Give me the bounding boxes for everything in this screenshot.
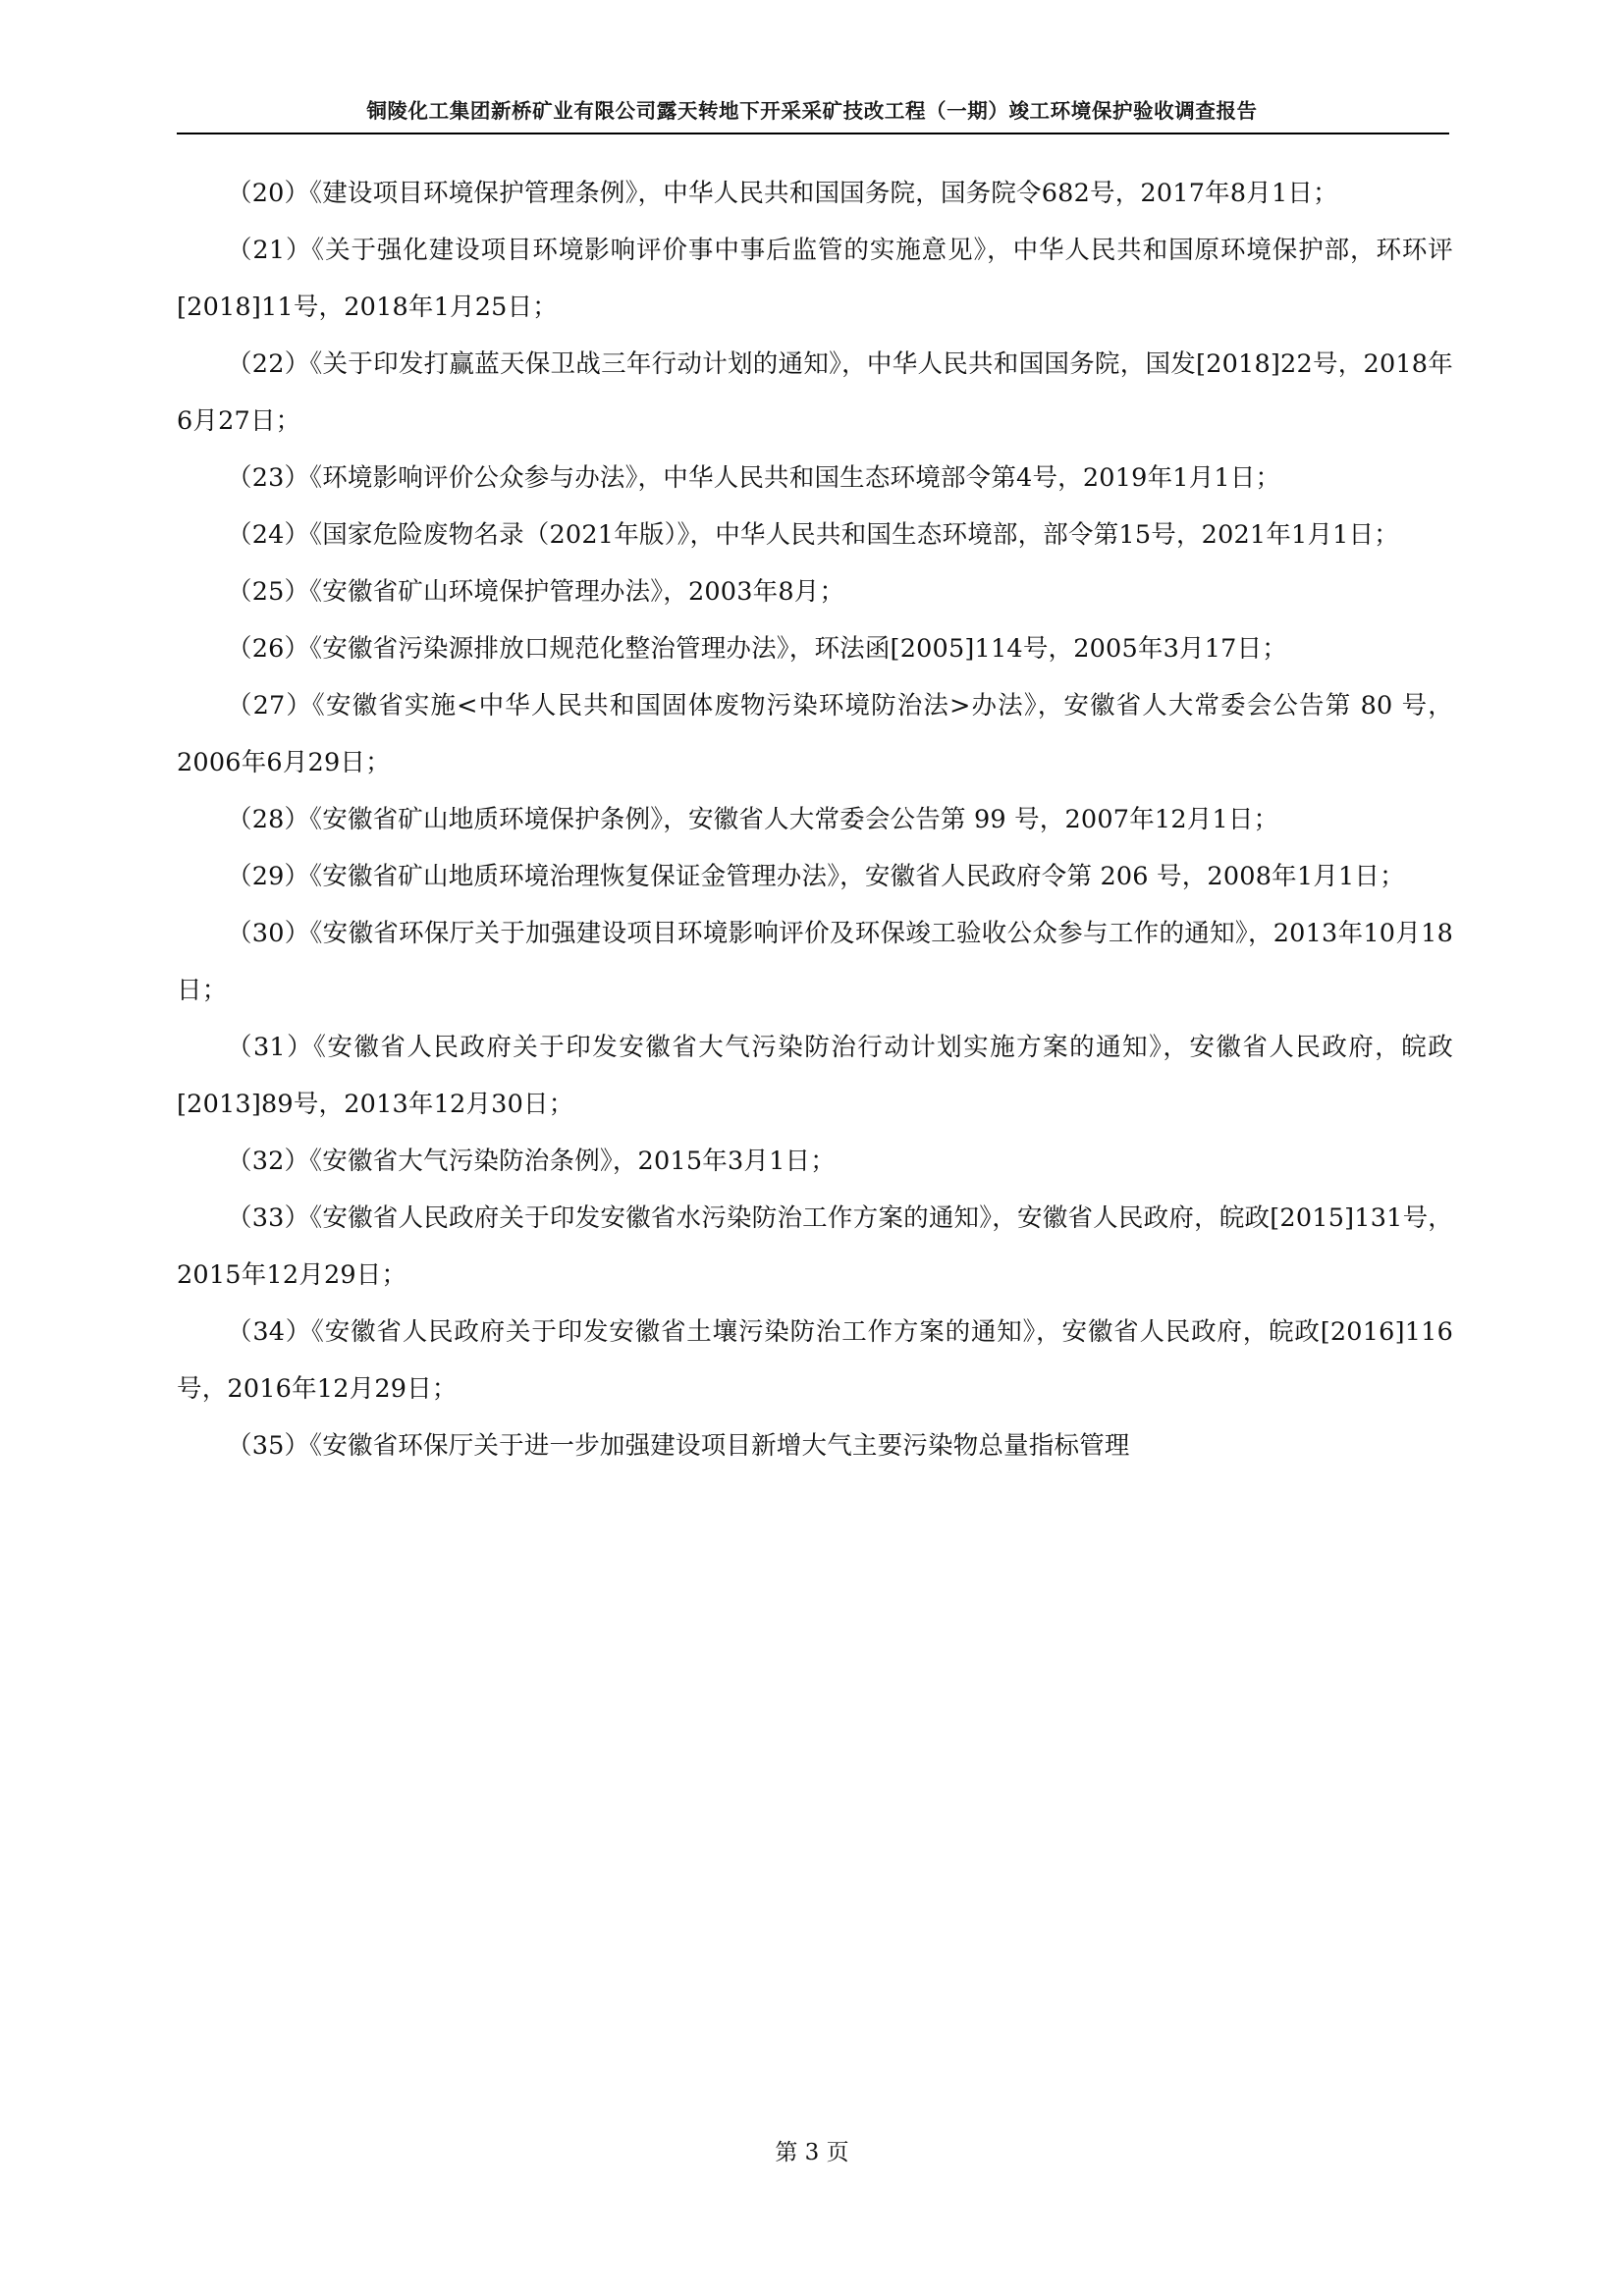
paragraph: （21）《关于强化建设项目环境影响评价事中事后监管的实施意见》，中华人民共和国原环境保护部，环环评[2018]11号，2018年1月25日； bbox=[177, 236, 1453, 322]
paragraph: （23）《环境影响评价公众参与办法》，中华人民共和国生态环境部令第4号，2019年1月1日； bbox=[227, 463, 1281, 493]
paragraph: （22）《关于印发打赢蓝天保卫战三年行动计划的通知》，中华人民共和国国务院，国发[2018]22号，2018年6月27日； bbox=[177, 349, 1453, 436]
paragraph: （27）《安徽省实施<中华人民共和国固体废物污染环境防治法>办法》，安徽省人大常委会公告第 80 号，2006年6月29日； bbox=[177, 691, 1453, 777]
paragraph: （29）《安徽省矿山地质环境治理恢复保证金管理办法》，安徽省人民政府令第 206 号，2008年1月1日； bbox=[227, 862, 1405, 891]
paragraph: （33）《安徽省人民政府关于印发安徽省水污染防治工作方案的通知》，安徽省人民政府，皖政[2015]131号，2015年12月29日； bbox=[177, 1203, 1453, 1290]
paragraph: （32）《安徽省大气污染防治条例》，2015年3月1日； bbox=[227, 1147, 836, 1176]
paragraph: （28）《安徽省矿山地质环境保护条例》，安徽省人大常委会公告第 99 号，2007年12月1日； bbox=[227, 805, 1279, 834]
page-header bbox=[175, 94, 1449, 124]
header-title: 铜陵化工集团新桥矿业有限公司露天转地下开采采矿技改工程（一期）竣工环境保护验收调查报告 bbox=[366, 99, 1258, 123]
paragraph: （26）《安徽省污染源排放口规范化整治管理办法》，环法函[2005]114号，2005年3月17日； bbox=[227, 634, 1287, 664]
paragraph: （30）《安徽省环保厅关于加强建设项目环境影响评价及环保竣工验收公众参与工作的通知》，2013年10月18日； bbox=[177, 919, 1453, 1005]
page-footer: 第 3 页 bbox=[775, 2140, 849, 2165]
paragraph: （24）《国家危险废物名录（2021年版）》，中华人民共和国生态环境部，部令第15号，2021年1月1日； bbox=[227, 520, 1399, 550]
paragraph: （31）《安徽省人民政府关于印发安徽省大气污染防治行动计划实施方案的通知》，安徽省人民政府，皖政[2013]89号，2013年12月30日； bbox=[177, 1033, 1453, 1119]
document-body bbox=[177, 165, 1453, 1474]
paragraph: （20）《建设项目环境保护管理条例》，中华人民共和国国务院，国务院令682号，2017年8月1日； bbox=[227, 179, 1338, 208]
paragraph: （25）《安徽省矿山环境保护管理办法》，2003年8月； bbox=[227, 577, 845, 607]
header-divider bbox=[177, 133, 1449, 134]
paragraph: （34）《安徽省人民政府关于印发安徽省土壤污染防治工作方案的通知》，安徽省人民政府，皖政[2016]116号，2016年12月29日； bbox=[177, 1317, 1453, 1404]
paragraph: （35）《安徽省环保厅关于进一步加强建设项目新增大气主要污染物总量指标管理 bbox=[227, 1431, 1130, 1461]
